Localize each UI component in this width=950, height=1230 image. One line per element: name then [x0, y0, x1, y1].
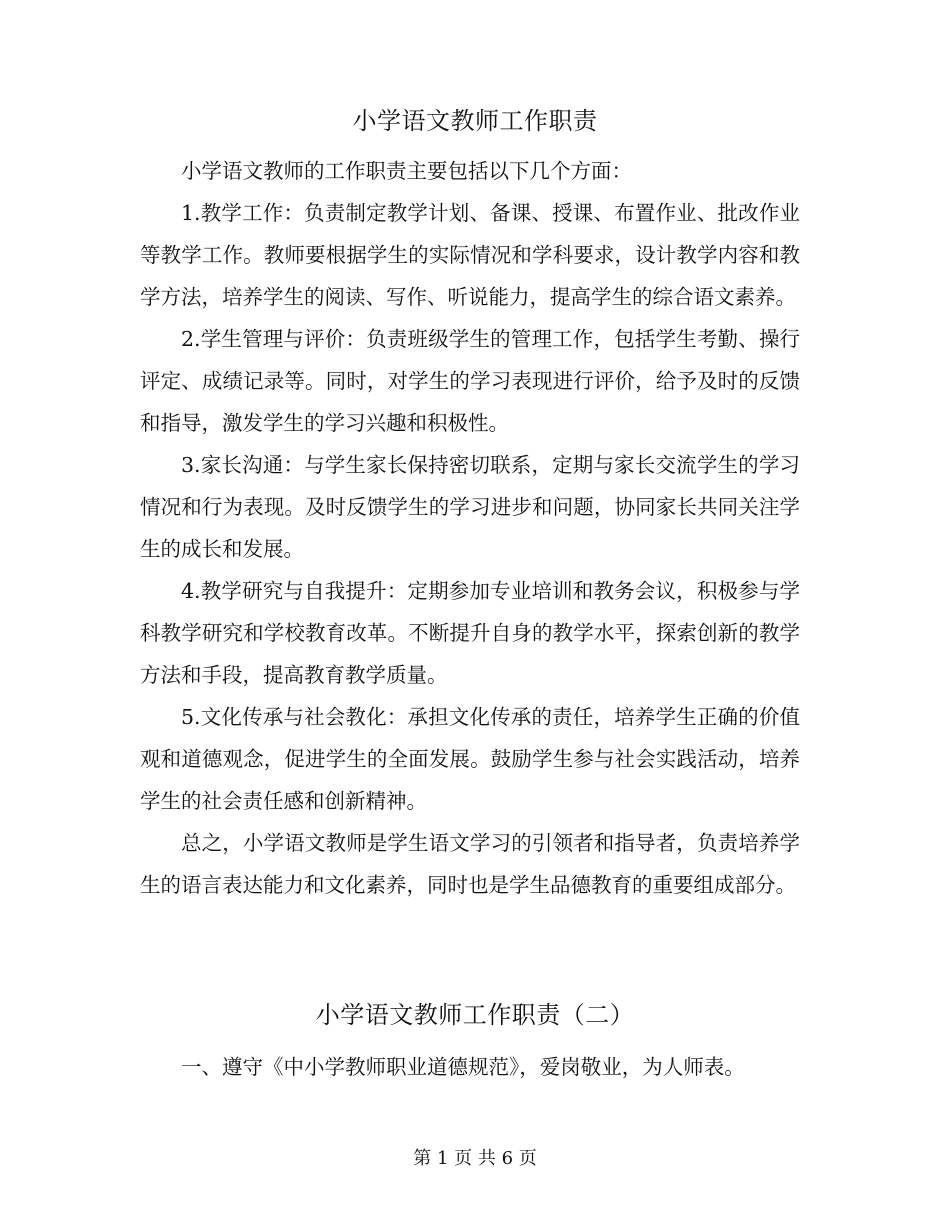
section-two-title: 小学语文教师工作职责（二） [315, 1001, 635, 1029]
paragraph-teaching-work: 1.教学工作：负责制定教学计划、备课、授课、布置作业、批改作业等教学工作。教师要根据学生的实际情况和学科要求，设计教学内容和教学方法，培养学生的阅读、写作、听说能力，提高学生的综合语文素养。 [140, 201, 800, 309]
document-body [140, 150, 800, 906]
page-number-footer: 第 1 页 共 6 页 [413, 1148, 537, 1169]
intro-paragraph: 小学语文教师的工作职责主要包括以下几个方面： [181, 159, 632, 183]
summary-paragraph: 总之，小学语文教师是学生语文学习的引领者和指导者，负责培养学生的语言表达能力和文化素养，同时也是学生品德教育的重要组成部分。 [140, 831, 800, 897]
paragraph-cultural-heritage: 5.文化传承与社会教化：承担文化传承的责任，培养学生正确的价值观和道德观念，促进学生的全面发展。鼓励学生参与社会实践活动，培养学生的社会责任感和创新精神。 [140, 705, 800, 813]
paragraph-teaching-research: 4.教学研究与自我提升：定期参加专业培训和教务会议，积极参与学科教学研究和学校教育改革。不断提升自身的教学水平，探索创新的教学方法和手段，提高教育教学质量。 [140, 579, 800, 687]
paragraph-student-management: 2.学生管理与评价：负责班级学生的管理工作，包括学生考勤、操行评定、成绩记录等。同时，对学生的学习表现进行评价，给予及时的反馈和指导，激发学生的学习兴趣和积极性。 [140, 327, 800, 435]
section-two-body [140, 1046, 800, 1088]
paragraph-parent-communication: 3.家长沟通：与学生家长保持密切联系，定期与家长交流学生的学习情况和行为表现。及时反馈学生的学习进步和问题，协同家长共同关注学生的成长和发展。 [140, 453, 800, 561]
section-two-paragraph: 一、遵守《中小学教师职业道德规范》，爱岗敬业，为人师表。 [181, 1055, 745, 1079]
document-title: 小学语文教师工作职责 [352, 107, 598, 135]
